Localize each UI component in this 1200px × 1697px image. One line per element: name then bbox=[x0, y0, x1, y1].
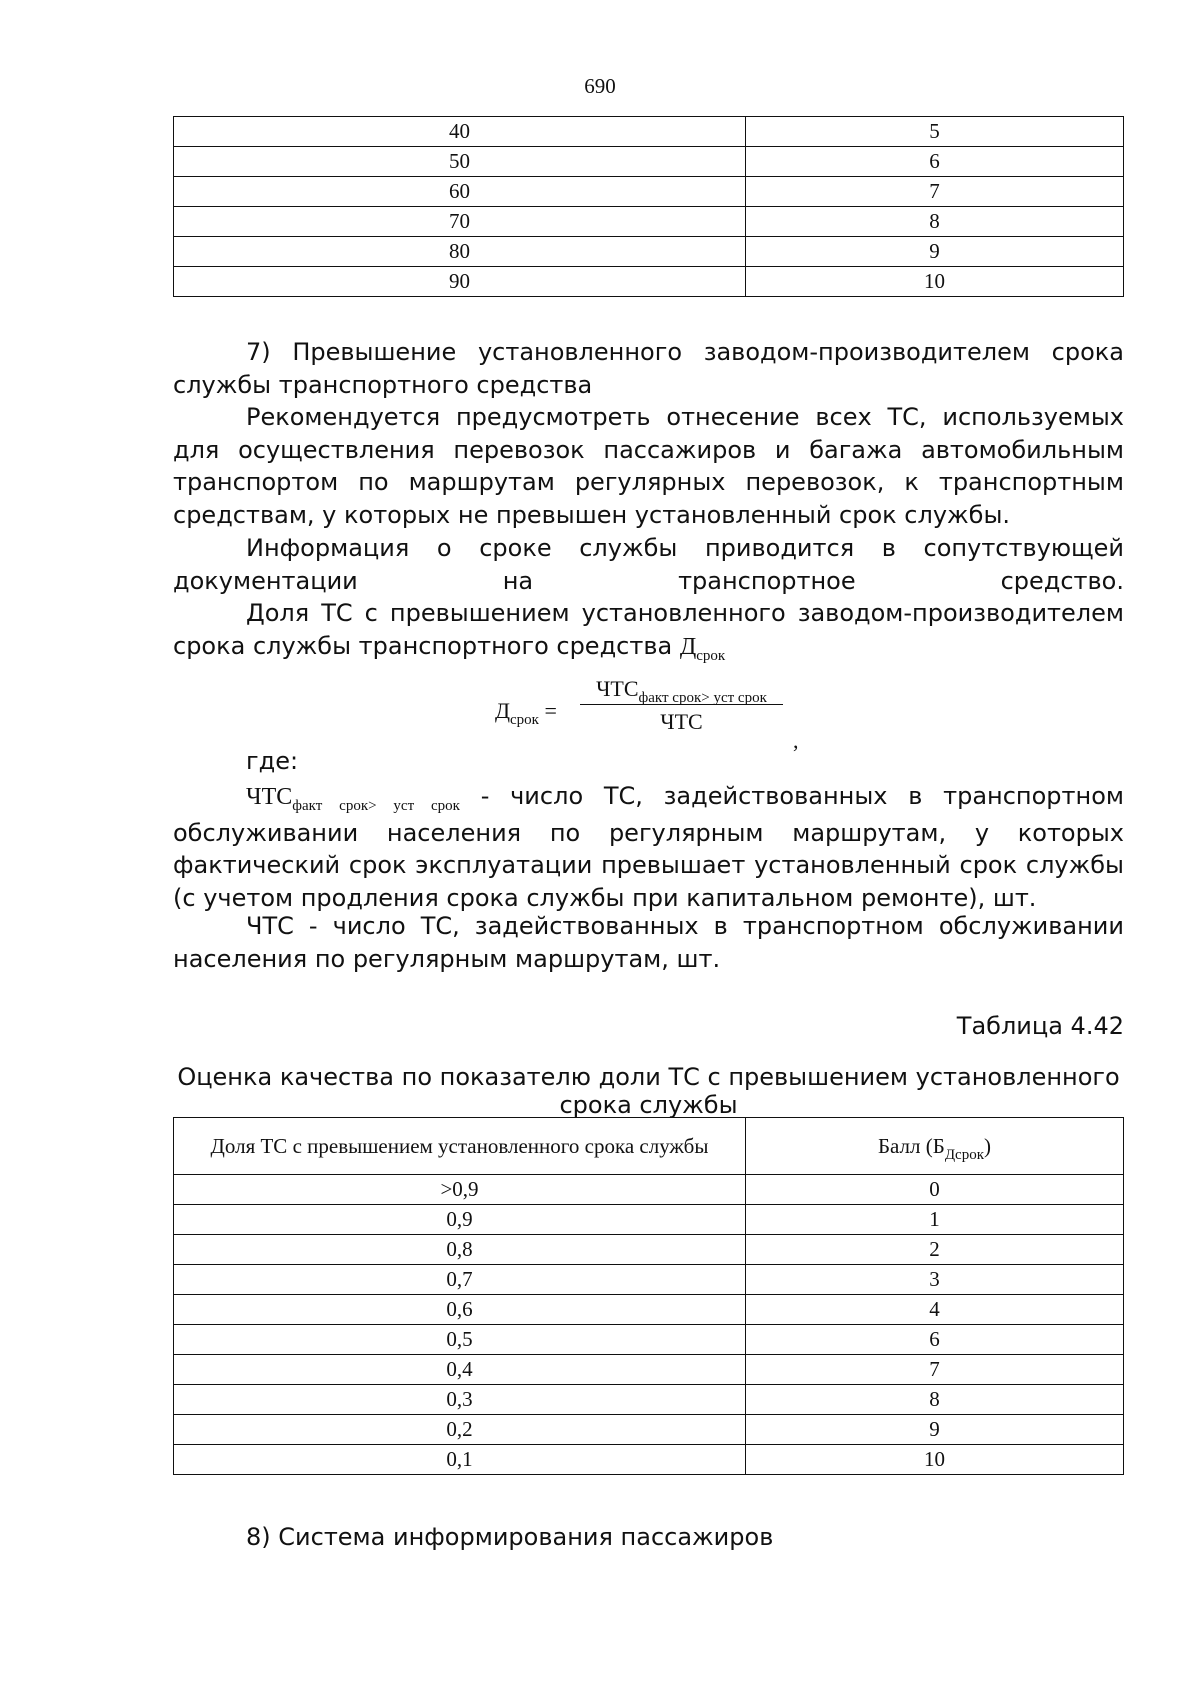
definition-1-text: - число ТС, задействованных в транспортном обслуживании населения по регулярным маршрутам, у которых фактический срок эксплуатации превышает установленный срок службы (с учетом продления срока службы при капитальном ремонте), шт. bbox=[173, 782, 1124, 912]
where-label: где: bbox=[246, 747, 299, 775]
section-8-heading: 8) Система информирования пассажиров bbox=[246, 1523, 774, 1551]
table-row bbox=[174, 1355, 1124, 1385]
formula-fraction bbox=[580, 676, 783, 735]
table-row bbox=[174, 1325, 1124, 1355]
table-cell: 0,6 bbox=[174, 1295, 746, 1325]
table-cell: 0,9 bbox=[174, 1205, 746, 1235]
score-table-continued bbox=[173, 116, 1124, 297]
table-cell: 0,7 bbox=[174, 1265, 746, 1295]
definition-2: ЧТС - число ТС, задействованных в транспортном обслуживании населения по регулярным маршрутам, шт. bbox=[173, 912, 1124, 973]
table-cell: 2 bbox=[746, 1235, 1124, 1265]
table-cell: 10 bbox=[746, 1445, 1124, 1475]
table-row bbox=[174, 1205, 1124, 1235]
table-cell: 10 bbox=[746, 267, 1124, 297]
formula-comma: , bbox=[793, 728, 799, 753]
header-share: Доля ТС с превышением установленного срока службы bbox=[174, 1118, 746, 1175]
table-cell: 0 bbox=[746, 1175, 1124, 1205]
table-row bbox=[174, 1445, 1124, 1475]
formula-numerator: $ЧТС_{факт срок> уст срок}$ bbox=[596, 676, 767, 706]
score-symbol: $Б_{Дсрок}$ bbox=[932, 1133, 985, 1163]
table-cell: 3 bbox=[746, 1265, 1124, 1295]
table-row bbox=[174, 1235, 1124, 1265]
table-label: Таблица 4.42 bbox=[956, 1012, 1124, 1040]
page-number: 690 bbox=[584, 74, 616, 98]
table-row bbox=[174, 207, 1124, 237]
table-row bbox=[174, 147, 1124, 177]
table-cell: 80 bbox=[174, 237, 746, 267]
table-cell: 6 bbox=[746, 1325, 1124, 1355]
header-score: Балл $(Б_{Дсрок})$ bbox=[746, 1118, 1124, 1175]
section-7-paragraph-1: Рекомендуется предусмотреть отнесение всех ТС, используемых для осуществления перевозок пассажиров и багажа автомобильным транспортом по маршрутам регулярных перевозок, к транспортным средствам, у которых не превышен установленный срок службы. bbox=[173, 403, 1124, 529]
formula-lhs: $Д_{срок}$ = bbox=[495, 698, 557, 728]
table-row bbox=[174, 1385, 1124, 1415]
table-cell: 90 bbox=[174, 267, 746, 297]
definition-1 bbox=[173, 780, 1124, 914]
table-cell: 0,8 bbox=[174, 1235, 746, 1265]
table-cell: 0,4 bbox=[174, 1355, 746, 1385]
table-cell: 8 bbox=[746, 1385, 1124, 1415]
table-cell: 70 bbox=[174, 207, 746, 237]
table-row bbox=[174, 117, 1124, 147]
table-cell: 0,3 bbox=[174, 1385, 746, 1415]
table-cell: 5 bbox=[746, 117, 1124, 147]
table-cell: 1 bbox=[746, 1205, 1124, 1235]
table-row bbox=[174, 177, 1124, 207]
table-cell: 7 bbox=[746, 177, 1124, 207]
table-cell: 0,2 bbox=[174, 1415, 746, 1445]
table-row bbox=[174, 1295, 1124, 1325]
formula-denominator: ЧТС bbox=[660, 709, 703, 734]
table-row bbox=[174, 1175, 1124, 1205]
table-row bbox=[174, 1265, 1124, 1295]
table-cell: 8 bbox=[746, 207, 1124, 237]
table-cell: 9 bbox=[746, 237, 1124, 267]
table-cell: 7 bbox=[746, 1355, 1124, 1385]
quality-score-table bbox=[173, 1117, 1124, 1475]
table-header-row bbox=[174, 1118, 1124, 1175]
paragraph-text: Доля ТС с превышением установленного заводом-производителем срока службы транспортного средства bbox=[173, 599, 1124, 660]
table-row bbox=[174, 1415, 1124, 1445]
table-cell: 0,5 bbox=[174, 1325, 746, 1355]
table-cell: 9 bbox=[746, 1415, 1124, 1445]
table-row bbox=[174, 267, 1124, 297]
table-cell: 60 bbox=[174, 177, 746, 207]
section-7-heading: 7) Превышение установленного заводом-производителем срока службы транспортного средства bbox=[173, 338, 1124, 399]
table-title: Оценка качества по показателю доли ТС с превышением установленного срока службы bbox=[177, 1063, 1120, 1119]
table-cell: 40 bbox=[174, 117, 746, 147]
definition-1-symbol: $ЧТС_{факт срок> уст срок}$ bbox=[246, 784, 460, 814]
table-row bbox=[174, 237, 1124, 267]
table-cell: 0,1 bbox=[174, 1445, 746, 1475]
section-7-paragraph-2: Информация о сроке службы приводится в сопутствующей документации на транспортное средство. bbox=[173, 534, 1124, 595]
table-cell: 50 bbox=[174, 147, 746, 177]
share-formula bbox=[495, 676, 815, 753]
section-7-paragraph-3 bbox=[173, 597, 1124, 666]
table-cell: 6 bbox=[746, 147, 1124, 177]
table-cell: >0,9 bbox=[174, 1175, 746, 1205]
table-cell: 4 bbox=[746, 1295, 1124, 1325]
share-symbol: $Д_{срок}$ bbox=[679, 633, 726, 664]
